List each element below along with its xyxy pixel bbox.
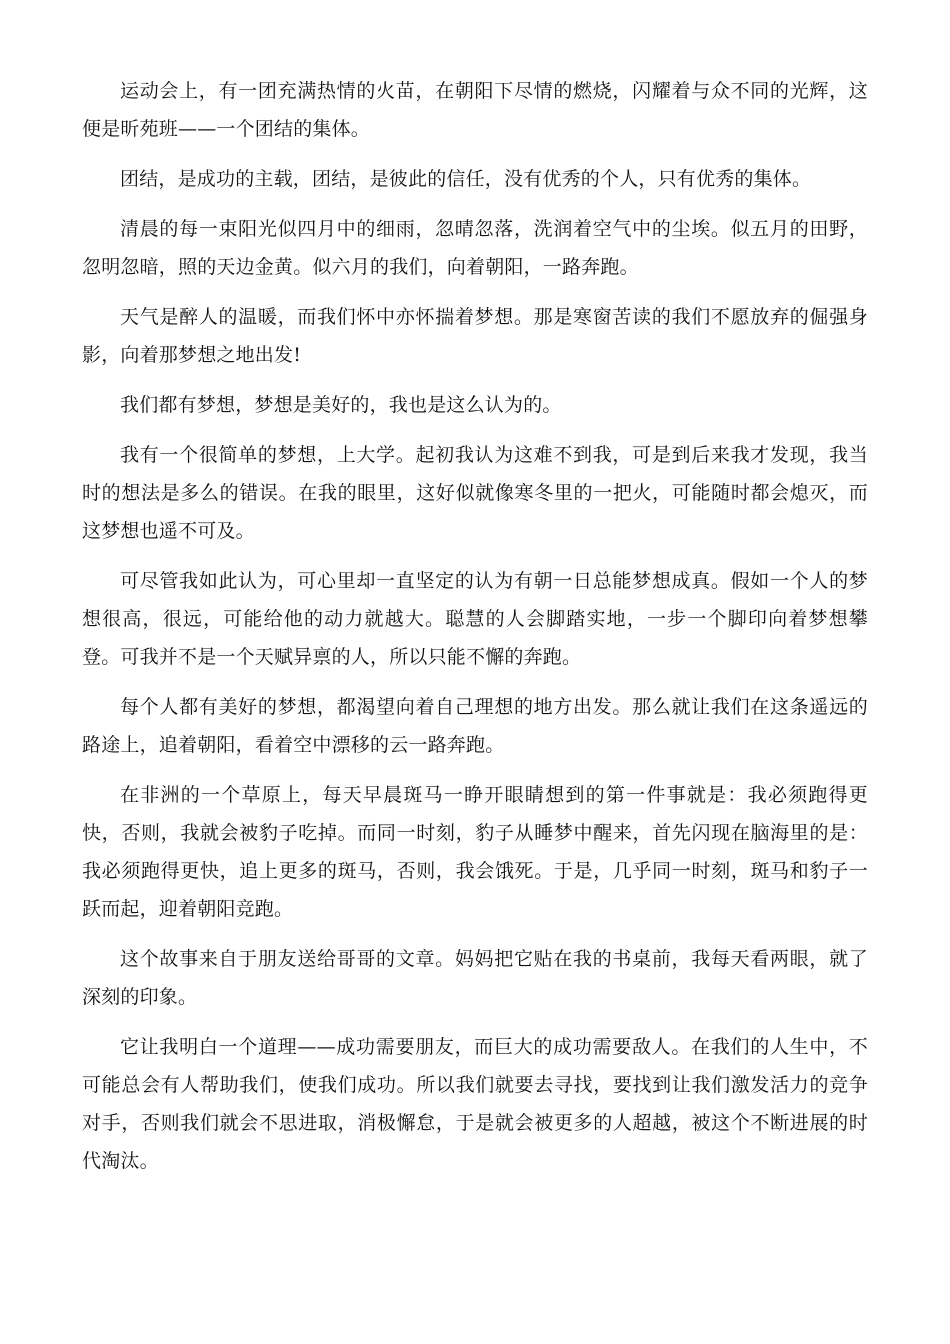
- paragraph-2: 团结，是成功的主载，团结，是彼此的信任，没有优秀的个人，只有优秀的集体。: [120, 168, 812, 190]
- paragraph-4: 天气是醉人的温暖，而我们怀中亦怀揣着梦想。那是寒窗苦读的我们不愿放弃的倔强身影，向着那梦想之地出发!: [82, 306, 868, 366]
- paragraph-8: 每个人都有美好的梦想，都渴望向着自己理想的地方出发。那么就让我们在这条遥远的路途上，追着朝阳，看着空中漂移的云一路奔跑。: [82, 696, 868, 756]
- paragraph-7: 可尽管我如此认为，可心里却一直坚定的认为有朝一日总能梦想成真。假如一个人的梦想很高，很远，可能给他的动力就越大。聪慧的人会脚踏实地，一步一个脚印向着梦想攀登。可我并不是一个天赋异禀的人，所以只能不懈的奔跑。: [82, 570, 868, 668]
- paragraph-10: 这个故事来自于朋友送给哥哥的文章。妈妈把它贴在我的书桌前，我每天看两眼，就了深刻的印象。: [82, 948, 868, 1008]
- paragraph-3: 清晨的每一束阳光似四月中的细雨，忽晴忽落，洗润着空气中的尘埃。似五月的田野，忽明忽暗，照的天边金黄。似六月的我们，向着朝阳，一路奔跑。: [82, 218, 868, 278]
- paragraph-9: 在非洲的一个草原上，每天早晨斑马一睁开眼睛想到的第一件事就是：我必须跑得更快，否则，我就会被豹子吃掉。而同一时刻，豹子从睡梦中醒来，首先闪现在脑海里的是：我必须跑得更快，追上更多的斑马，否则，我会饿死。于是，几乎同一时刻，斑马和豹子一跃而起，迎着朝阳竞跑。: [82, 784, 868, 920]
- paragraph-11: 它让我明白一个道理——成功需要朋友，而巨大的成功需要敌人。在我们的人生中，不可能总会有人帮助我们，使我们成功。所以我们就要去寻找，要找到让我们激发活力的竞争对手，否则我们就会不思进取，消极懈怠，于是就会被更多的人超越，被这个不断进展的时代淘汰。: [82, 1036, 868, 1172]
- paragraph-1: 运动会上，有一团充满热情的火苗，在朝阳下尽情的燃烧，闪耀着与众不同的光辉，这便是昕苑班——一个团结的集体。: [82, 80, 868, 140]
- document-page: [82, 72, 868, 1192]
- paragraph-6: 我有一个很简单的梦想，上大学。起初我认为这难不到我，可是到后来我才发现，我当时的想法是多么的错误。在我的眼里，这好似就像寒冬里的一把火，可能随时都会熄灭，而这梦想也遥不可及。: [82, 444, 868, 542]
- paragraph-5: 我们都有梦想，梦想是美好的，我也是这么认为的。: [120, 394, 562, 416]
